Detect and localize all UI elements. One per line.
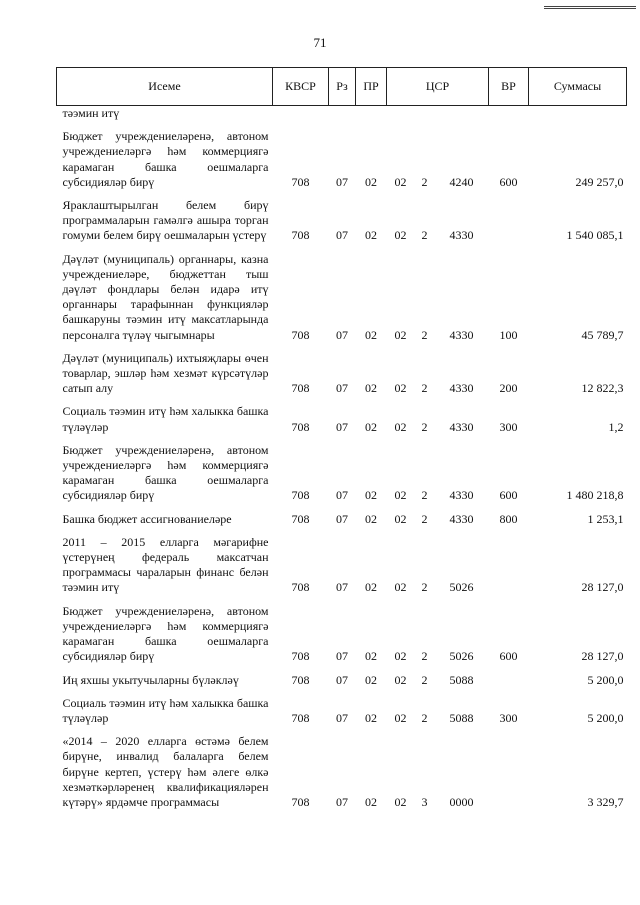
cell-csr-program: 02 [394, 580, 407, 595]
row-name: Бюджет учреждениеләренә, автоном учреждениеләргә һәм коммерциягә карамаган башка оешмаларга субсидияләр бирү [62, 603, 269, 664]
row-name: Бюджет учреждениеләренә, автоном учреждениеләргә һәм коммерциягә карамаган башка оешмаларга субсидияләр бирү [62, 442, 269, 503]
column-header-rz: Рз [329, 68, 356, 106]
row-spacer [57, 688, 627, 696]
column-header-vr: ВР [489, 68, 529, 106]
table-row [57, 604, 627, 665]
cell-sum: 28 127,0 [581, 580, 624, 595]
row-spacer [57, 726, 627, 734]
column-header-sum: Суммасы [529, 68, 627, 106]
cell-csr-direction: 4240 [449, 174, 474, 189]
cell-pr: 02 [365, 488, 377, 503]
table-row [57, 443, 627, 504]
cell-csr-direction: 4330 [449, 228, 474, 243]
cell-csr-direction: 5026 [449, 649, 474, 664]
cell-csr-subprogram: 2 [421, 488, 428, 503]
row-name: Башка бюджет ассигнованиеләре [62, 511, 232, 526]
row-name: Яраклаштырылган белем бирү программаларын гамәлгә ашыра торган гомуми белем бирү оешмаларын үстерү [62, 198, 269, 243]
row-spacer [57, 665, 627, 673]
cell-pr: 02 [365, 672, 377, 687]
cell-vr [489, 734, 529, 810]
cell-pr: 02 [365, 649, 377, 664]
row-name: Бюджет учреждениеләренә, автоном учреждениеләргә һәм коммерциягә карамаган башка оешмаларга субсидияләр бирү [62, 129, 269, 189]
cell-pr: 02 [365, 174, 377, 189]
cell-vr [489, 535, 529, 596]
cell-rz: 07 [336, 580, 348, 595]
column-header-name: Исеме [57, 68, 273, 106]
cell-kvsr: 708 [291, 419, 310, 434]
table-row [57, 198, 627, 244]
column-header-pr: ПР [356, 68, 387, 106]
row-spacer [57, 343, 627, 351]
continuation-text: тәэмин итү [62, 106, 120, 120]
cell-csr-direction: 4330 [449, 419, 474, 434]
cell-vr [489, 673, 529, 688]
cell-csr-program: 02 [394, 511, 407, 526]
cell-vr [489, 198, 529, 244]
cell-csr-program: 02 [394, 327, 407, 342]
page-number: 71 [313, 35, 327, 50]
cell-vr: 600 [499, 174, 518, 189]
cell-csr-subprogram: 2 [421, 710, 428, 725]
row-spacer [57, 190, 627, 198]
cell-csr-program: 02 [394, 381, 407, 396]
column-header-kvsr: КВСР [273, 68, 329, 106]
cell-rz: 07 [336, 381, 348, 396]
cell-rz: 07 [336, 419, 348, 434]
cell-csr-subprogram: 2 [421, 327, 428, 342]
cell-kvsr: 708 [291, 488, 310, 503]
row-spacer [57, 596, 627, 604]
cell-kvsr: 708 [291, 672, 310, 687]
cell-vr: 300 [499, 419, 518, 434]
cell-csr-program: 02 [394, 672, 407, 687]
budget-table [56, 67, 627, 810]
cell-kvsr: 708 [291, 228, 310, 243]
cell-csr-direction: 4330 [449, 488, 474, 503]
cell-kvsr: 708 [291, 511, 310, 526]
cell-csr-subprogram: 2 [421, 580, 428, 595]
cell-csr-program: 02 [394, 419, 407, 434]
cell-csr-direction: 5026 [449, 580, 474, 595]
cell-vr: 600 [499, 649, 518, 664]
cell-kvsr: 708 [291, 381, 310, 396]
cell-csr-program: 02 [394, 649, 407, 664]
cell-csr-subprogram: 2 [421, 174, 428, 189]
cell-rz: 07 [336, 794, 348, 809]
cell-rz: 07 [336, 327, 348, 342]
cell-rz: 07 [336, 488, 348, 503]
cell-rz: 07 [336, 511, 348, 526]
cell-csr-direction: 4330 [449, 381, 474, 396]
table-row [57, 673, 627, 688]
row-spacer [57, 121, 627, 129]
cell-csr-subprogram: 2 [421, 672, 428, 687]
cell-vr: 800 [499, 511, 518, 526]
continuation-row [57, 106, 627, 122]
cell-rz: 07 [336, 672, 348, 687]
cell-pr: 02 [365, 710, 377, 725]
row-name: Социаль тәэмин итү һәм халыкка башка түләүләр [62, 404, 269, 434]
cell-pr: 02 [365, 419, 377, 434]
cell-csr-direction: 5088 [449, 672, 474, 687]
table-row [57, 535, 627, 596]
row-spacer [57, 396, 627, 404]
cell-csr-subprogram: 3 [421, 794, 428, 809]
row-spacer [57, 504, 627, 512]
cell-sum: 12 822,3 [581, 381, 624, 396]
cell-kvsr: 708 [291, 174, 310, 189]
row-spacer [57, 435, 627, 443]
cell-rz: 07 [336, 710, 348, 725]
cell-vr: 200 [499, 381, 518, 396]
cell-vr: 300 [499, 710, 518, 725]
cell-sum: 45 789,7 [581, 327, 624, 342]
cell-rz: 07 [336, 228, 348, 243]
row-spacer [57, 244, 627, 252]
cell-sum: 249 257,0 [575, 174, 624, 189]
table-row [57, 512, 627, 527]
row-spacer [57, 527, 627, 535]
cell-csr-subprogram: 2 [421, 228, 428, 243]
table-header [57, 68, 627, 106]
cell-pr: 02 [365, 327, 377, 342]
row-name: 2011 – 2015 елларга мәгарифне үстерүнең федераль максатчан программасы чараларын финанс белән тәэмин итү [62, 534, 269, 595]
cell-csr-program: 02 [394, 710, 407, 725]
cell-csr-direction: 0000 [449, 794, 474, 809]
cell-pr: 02 [365, 794, 377, 809]
cell-pr: 02 [365, 511, 377, 526]
cell-rz: 07 [336, 174, 348, 189]
cell-csr-program: 02 [394, 174, 407, 189]
cell-csr-direction: 4330 [449, 327, 474, 342]
cell-csr-subprogram: 2 [421, 381, 428, 396]
cell-sum: 5 200,0 [587, 672, 624, 687]
table-row [57, 129, 627, 190]
cell-sum: 1 540 085,1 [566, 228, 624, 243]
cell-kvsr: 708 [291, 794, 310, 809]
table-row [57, 734, 627, 810]
table-row [57, 351, 627, 397]
cell-rz: 07 [336, 649, 348, 664]
row-name: Иң яхшы укытучыларны бүләкләү [62, 672, 239, 687]
row-name: Дәүләт (муниципаль) органнары, казна учреждениеләре, бюджеттан тыш дәүләт фондлары белән идарә итү органнары тарафыннан функцияләр башкаруны тәэмин итү максатларында персоналга түләү чыгымнары [62, 251, 269, 342]
row-name: Социаль тәэмин итү һәм халыкка башка түләүләр [62, 695, 269, 725]
cell-csr-program: 02 [394, 794, 407, 809]
cell-csr-subprogram: 2 [421, 649, 428, 664]
row-name: Дәүләт (муниципаль) ихтыяҗлары өчен товарлар, эшләр һәм хезмәт күрсәтүләр сатып алу [62, 350, 269, 396]
cell-kvsr: 708 [291, 710, 310, 725]
cell-pr: 02 [365, 228, 377, 243]
corner-mark [544, 6, 636, 9]
cell-csr-direction: 4330 [449, 511, 474, 526]
cell-csr-direction: 5088 [449, 710, 474, 725]
cell-kvsr: 708 [291, 649, 310, 664]
cell-sum: 28 127,0 [581, 649, 624, 664]
cell-sum: 1 480 218,8 [566, 488, 624, 503]
column-header-csr: ЦСР [387, 68, 489, 106]
cell-kvsr: 708 [291, 580, 310, 595]
cell-sum: 1 253,1 [587, 511, 624, 526]
cell-pr: 02 [365, 580, 377, 595]
table-row [57, 696, 627, 726]
cell-sum: 3 329,7 [587, 794, 624, 809]
cell-csr-subprogram: 2 [421, 511, 428, 526]
cell-pr: 02 [365, 381, 377, 396]
cell-sum: 1,2 [608, 419, 624, 434]
row-name: «2014 – 2020 елларга өстәмә белем бирүне, инвалид балаларга белем бирүне кертеп, үстерү һәм әлеге өлкә хезмәткәрләренең квалификацияләрен күтәрү» ярдәмче программасы [62, 734, 269, 809]
cell-csr-program: 02 [394, 228, 407, 243]
cell-kvsr: 708 [291, 327, 310, 342]
cell-sum: 5 200,0 [587, 710, 624, 725]
cell-vr: 100 [499, 327, 518, 342]
table-row [57, 252, 627, 343]
cell-csr-program: 02 [394, 488, 407, 503]
table-row [57, 404, 627, 434]
cell-vr: 600 [499, 488, 518, 503]
cell-csr-subprogram: 2 [421, 419, 428, 434]
